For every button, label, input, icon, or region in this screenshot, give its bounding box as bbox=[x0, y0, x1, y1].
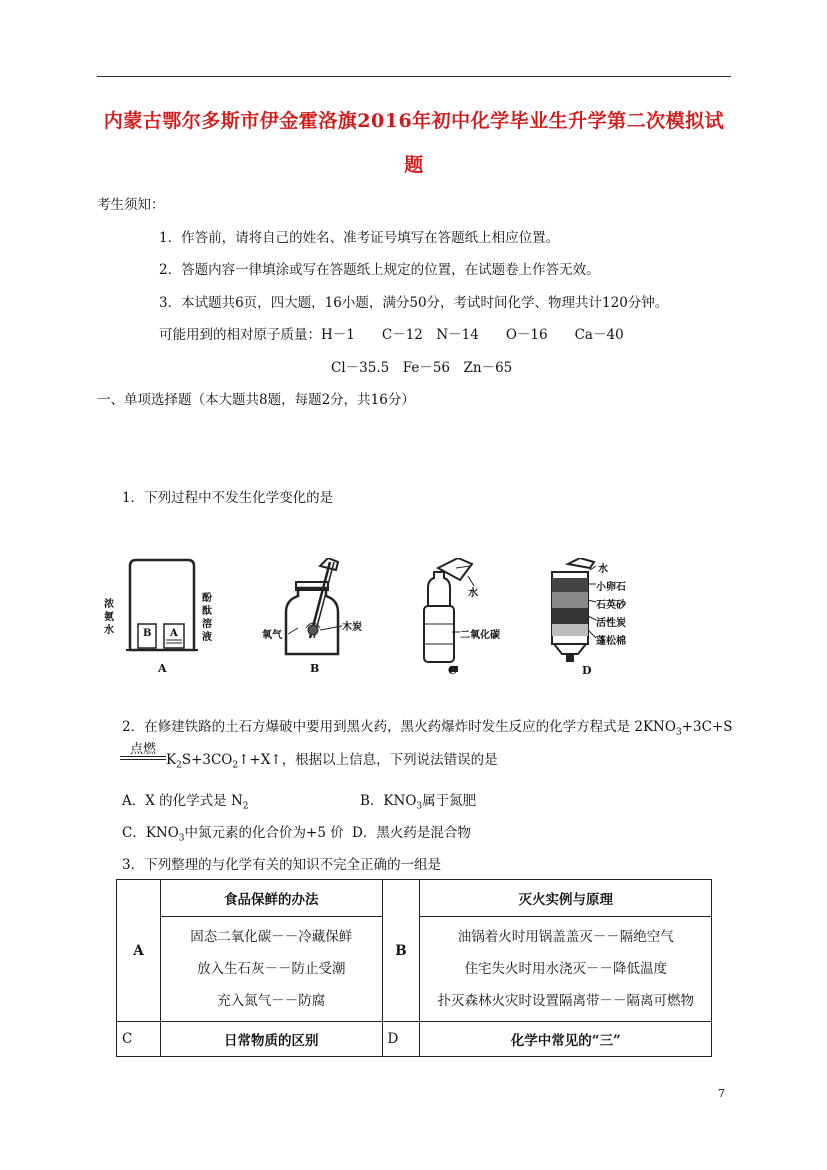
figure-c-co2-bottle bbox=[410, 558, 520, 682]
option-b-item: 住宅失火时用水浇灭－－降低温度 bbox=[464, 961, 667, 977]
q2-option-c[interactable]: C．$KNO_3$中氮元素的化合价为+5 价 bbox=[122, 825, 344, 844]
figure-b-charcoal-oxygen bbox=[258, 558, 378, 678]
q2-option-d[interactable]: D．黑火药是混合物 bbox=[352, 825, 471, 841]
fig-a-left-label-3: 水 bbox=[104, 625, 114, 636]
fig-d-label-water: 水 bbox=[598, 564, 608, 575]
page-number: 7 bbox=[718, 1087, 725, 1100]
figure-d-water-filter bbox=[540, 558, 670, 682]
fig-a-right-label-2: 酞 bbox=[202, 606, 212, 617]
option-a-label[interactable]: A bbox=[117, 880, 161, 1022]
option-a-heading: 食品保鲜的办法 bbox=[160, 880, 382, 917]
question-3-stem: 3．下列整理的与化学有关的知识不完全正确的一组是 bbox=[122, 857, 442, 873]
fig-a-right-label-3: 溶 bbox=[202, 619, 212, 630]
fig-d-label-cotton: 蓬松棉 bbox=[596, 636, 626, 647]
atomic-mass-line-2: Cl－35.5 Fe－56 Zn－65 bbox=[331, 360, 513, 376]
option-a-item: 固态二氧化碳－－冷藏保鲜 bbox=[190, 929, 353, 945]
fig-c-tag: C bbox=[448, 664, 457, 677]
question-3-table bbox=[116, 879, 712, 1057]
fig-a-right-label-1: 酚 bbox=[202, 593, 212, 604]
reaction-arrow-line bbox=[120, 756, 166, 757]
fig-d-label-sand: 石英砂 bbox=[596, 600, 626, 611]
question-1-stem: 1．下列过程中不发生化学变化的是 bbox=[122, 490, 334, 506]
figure-a-ammonia-beaker bbox=[104, 558, 214, 678]
option-b-heading: 灭火实例与原理 bbox=[420, 880, 712, 917]
notice-item-2: 2．答题内容一律填涂或写在答题纸上规定的位置，在试题卷上作答无效。 bbox=[159, 262, 600, 278]
fig-a-tag: A bbox=[158, 662, 167, 675]
fig-d-label-pebbles: 小卵石 bbox=[596, 582, 626, 593]
option-b-item: 油锅着火时用锅盖盖灭－－隔绝空气 bbox=[457, 929, 674, 945]
question-2-stem: 2．在修建铁路的土石方爆破中要用到黑火药，黑火药爆炸时发生反应的化学方程式是 $2KNO_3+3C+S$ bbox=[122, 719, 733, 738]
option-b-item: 扑灭森林火灾时设置隔离带－－隔离可燃物 bbox=[437, 993, 694, 1009]
option-c-label[interactable]: C bbox=[117, 1022, 161, 1057]
fig-b-gas-label: 氧气 bbox=[262, 630, 282, 641]
q2-option-a[interactable]: A．X 的化学式是 $N_2$ bbox=[122, 793, 249, 812]
option-a-items bbox=[160, 917, 382, 1022]
notice-heading: 考生须知： bbox=[97, 197, 165, 213]
fig-b-tag: B bbox=[310, 662, 320, 675]
fig-d-label-carbon: 活性炭 bbox=[596, 618, 626, 629]
document-title: 内蒙古鄂尔多斯市伊金霍洛旗2016年初中化学毕业生升学第二次模拟试 bbox=[103, 110, 725, 132]
fig-c-water-label: 水 bbox=[468, 588, 478, 599]
fig-a-left-label-2: 氨 bbox=[104, 612, 114, 623]
fig-a-right-label-4: 液 bbox=[202, 632, 212, 643]
option-b-label[interactable]: B bbox=[382, 880, 420, 1022]
notice-item-1: 1．作答前，请将自己的姓名、准考证号填写在答题纸上相应位置。 bbox=[159, 230, 560, 246]
option-a-item: 放入生石灰－－防止受潮 bbox=[196, 961, 346, 977]
option-b-items bbox=[420, 917, 712, 1022]
question-2-products: $K_2S+3CO_2↑+X↑$，根据以上信息，下列说法错误的是 bbox=[166, 752, 498, 771]
fig-b-charcoal-label: 木炭 bbox=[342, 622, 362, 633]
atomic-mass-line-1: 可能用到的相对原子质量：H－1 C－12 N－14 O－16 Ca－40 bbox=[159, 327, 624, 343]
document-title-continued: 题 bbox=[404, 154, 424, 176]
notice-item-3: 3．本试题共6页，四大题，16小题，满分50分，考试时间化学、物理共计120分钟。 bbox=[159, 295, 669, 311]
fig-a-cup-a: A bbox=[170, 628, 178, 639]
section-heading: 一、单项选择题（本大题共8题，每题2分，共16分） bbox=[97, 392, 415, 408]
q2-option-b[interactable]: B．$KNO_3$属于氮肥 bbox=[360, 793, 477, 812]
option-c-heading: 日常物质的区别 bbox=[160, 1022, 382, 1057]
option-a-item: 充入氮气－－防腐 bbox=[217, 993, 326, 1009]
option-d-label[interactable]: D bbox=[382, 1022, 420, 1057]
fig-a-left-label-1: 浓 bbox=[104, 599, 114, 610]
option-d-heading: 化学中常见的“三” bbox=[420, 1022, 712, 1057]
fig-a-cup-b: B bbox=[143, 628, 152, 639]
fig-c-co2-label: 二氧化碳 bbox=[460, 630, 500, 641]
reaction-condition: 点燃 bbox=[129, 742, 156, 757]
fig-d-tag: D bbox=[582, 664, 592, 677]
header-rule bbox=[97, 76, 731, 77]
reaction-arrow-line-2 bbox=[120, 759, 166, 760]
